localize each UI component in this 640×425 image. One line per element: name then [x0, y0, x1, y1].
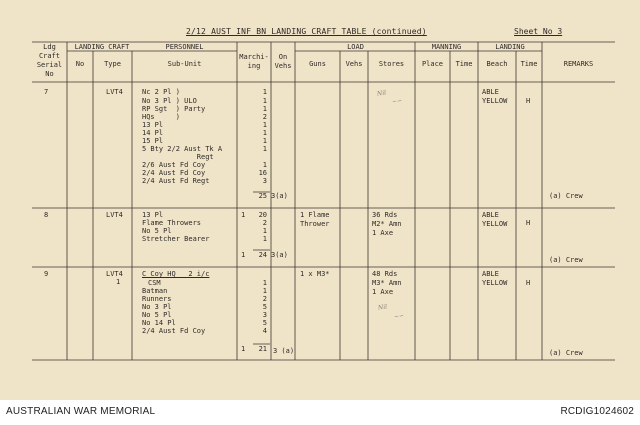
header-load: LOAD — [347, 43, 364, 51]
guns-cell: 1 x M3* — [300, 270, 330, 278]
subunit-cell: Batman — [142, 287, 168, 295]
beach-cell: ABLE YELLOW — [482, 270, 508, 287]
row-type: LVT4 — [106, 88, 123, 96]
handwritten-note: Nil — [377, 303, 388, 312]
header-landing: LANDING — [495, 43, 525, 51]
subunit-cell: RP Sgt ) Party — [142, 105, 206, 113]
subunit-cell: 2/4 Aust Fd Coy — [142, 169, 206, 177]
marching-cell: 1 — [262, 105, 267, 113]
subunit-cell: 14 Pl — [142, 129, 164, 137]
marching-cell: 1 — [262, 97, 267, 105]
subunit-cell: 13 Pl — [142, 211, 164, 219]
landing-time-cell: H — [526, 219, 531, 227]
row-type: LVT4 — [106, 211, 123, 219]
subunit-cell: C Coy HQ 2 i/c — [142, 270, 210, 278]
marching-left-cell: 1 — [241, 211, 246, 219]
header-subunit: Sub-Unit — [167, 60, 202, 68]
subunit-cell: 13 Pl — [142, 121, 164, 129]
footer-source-label: AUSTRALIAN WAR MEMORIAL — [6, 406, 156, 417]
marching-cell: 16 — [258, 169, 267, 177]
footer-record-id: RCDIG1024602 — [560, 406, 634, 417]
marching-cell: 2 — [262, 295, 267, 303]
marching-cell: 3 — [262, 177, 267, 185]
header-place: Place — [421, 60, 444, 68]
row-type-subscript: 1 — [116, 278, 121, 286]
subunit-cell: 2/4 Aust Fd Regt — [142, 177, 210, 185]
marching-cell: 2 — [262, 113, 267, 121]
marching-cell: 3 — [262, 311, 267, 319]
subunit-cell: 15 Pl — [142, 137, 164, 145]
subunit-cell: No 5 Pl — [142, 311, 172, 319]
marching-cell: 1 — [262, 137, 267, 145]
header-time-landing: Time — [520, 60, 538, 68]
handwritten-scribble: ∽∽ — [391, 97, 403, 106]
header-marching: Marchi- ing — [239, 53, 269, 70]
marching-cell: 1 — [262, 287, 267, 295]
subunit-cell: Flame Throwers — [142, 219, 202, 227]
on-vehs-cell: 3(a) — [271, 192, 288, 200]
header-stores: Stores — [378, 60, 405, 68]
row-type: LVT4 — [106, 270, 123, 278]
handwritten-note: Nil — [376, 89, 387, 98]
header-guns: Guns — [309, 60, 326, 68]
subunit-cell: No 5 Pl — [142, 227, 172, 235]
header-type: Type — [104, 60, 121, 68]
marching-total-left: 1 — [241, 345, 246, 353]
header-landing-craft: LANDING CRAFT — [74, 43, 130, 51]
header-personnel: PERSONNEL — [165, 43, 204, 51]
stores-cell: 36 Rds M2* Amn 1 Axe — [372, 211, 402, 237]
header-manning: MANNING — [431, 43, 462, 51]
marching-cell: 1 — [262, 121, 267, 129]
marching-cell: 4 — [262, 327, 267, 335]
subunit-cell: 2/4 Aust Fd Coy — [142, 327, 206, 335]
stores-cell: 48 Rds M3* Amn 1 Axe — [372, 270, 402, 296]
on-vehs-cell: 3 (a) — [273, 347, 295, 355]
marching-cell: 1 — [262, 88, 267, 96]
header-remarks: REMARKS — [563, 60, 594, 68]
marching-cell: 1 — [262, 161, 267, 169]
marching-total-left: 1 — [241, 251, 246, 259]
subunit-cell: Stretcher Bearer — [142, 235, 210, 243]
marching-cell: 5 — [262, 303, 267, 311]
beach-cell: ABLE YELLOW — [482, 88, 508, 105]
row-serial: 8 — [44, 211, 49, 219]
subunit-cell: Runners — [142, 295, 172, 303]
subunit-cell: 2/6 Aust Fd Coy — [142, 161, 206, 169]
marching-cell: 1 — [262, 235, 267, 243]
subunit-cell: No 14 Pl — [142, 319, 176, 327]
page-title: 2/12 AUST INF BN LANDING CRAFT TABLE (continued) — [186, 27, 427, 36]
header-beach: Beach — [486, 60, 508, 68]
marching-cell: 5 — [262, 319, 267, 327]
on-vehs-cell: 3(a) — [271, 251, 288, 259]
subunit-cell: CSM — [148, 279, 161, 287]
marching-cell: 20 — [258, 211, 267, 219]
marching-cell: 1 — [262, 227, 267, 235]
marching-cell: 1 — [262, 145, 267, 153]
header-vehs: Vehs — [345, 60, 363, 68]
remark-cell: (a) Crew — [549, 256, 583, 264]
remark-cell: (a) Crew — [549, 192, 583, 200]
header-on-vehs: On Vehs — [274, 53, 292, 70]
header-time-manning: Time — [455, 60, 473, 68]
marching-cell: 1 — [262, 129, 267, 137]
row-serial: 7 — [44, 88, 49, 96]
subunit-cell: Nc 2 Pl ) — [142, 88, 180, 96]
landing-time-cell: H — [526, 279, 531, 287]
handwritten-scribble: ∽∽ — [393, 312, 405, 321]
guns-cell: 1 Flame Thrower — [300, 211, 330, 228]
marching-total: 24 — [258, 251, 267, 259]
sheet-number: Sheet No 3 — [514, 27, 563, 36]
marching-total: 25 — [258, 192, 267, 200]
subunit-cell: HQs ) — [142, 113, 180, 121]
marching-cell: 2 — [262, 219, 267, 227]
subunit-cell: No 3 Pl ) ULO — [142, 97, 197, 105]
landing-time-cell: H — [526, 97, 531, 105]
marching-cell: 1 — [262, 279, 267, 287]
marching-total: 21 — [258, 345, 267, 353]
beach-cell: ABLE YELLOW — [482, 211, 508, 228]
header-no: No — [75, 60, 85, 68]
remark-cell: (a) Crew — [549, 349, 583, 357]
subunit-cell: Regt — [142, 153, 214, 161]
row-serial: 9 — [44, 270, 49, 278]
header-serial: Ldg Craft Serial No — [36, 43, 63, 78]
subunit-cell: 5 Bty 2/2 Aust Tk A — [142, 145, 223, 153]
subunit-cell: No 3 Pl — [142, 303, 172, 311]
